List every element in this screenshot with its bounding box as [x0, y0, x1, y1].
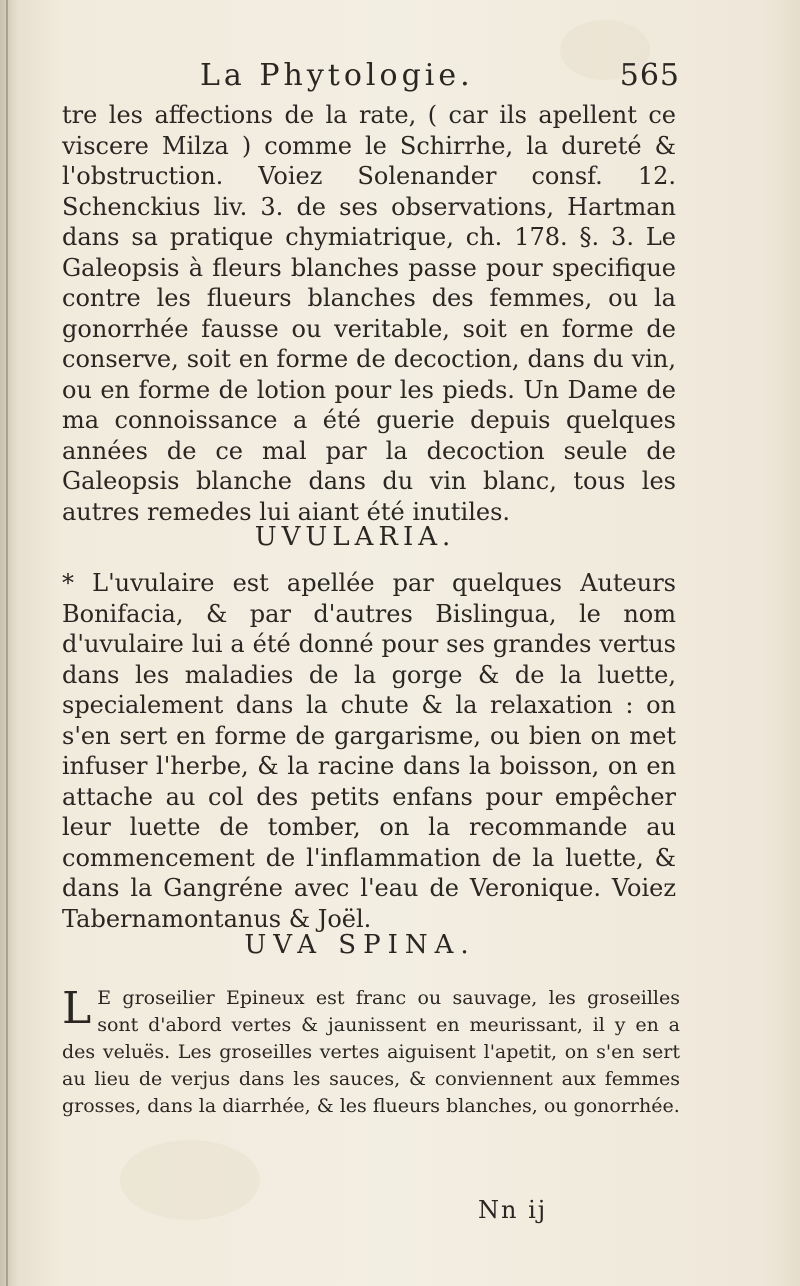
drop-cap: L [62, 983, 92, 1034]
running-header [200, 58, 680, 98]
paragraph-uvularia [62, 568, 676, 934]
paragraph-galeopsis [62, 100, 676, 527]
paragraph-uva-spina [62, 985, 680, 1120]
paragraph-text: * L'uvulaire est apellée par quelques Auteurs Bonifacia, & par d'autres Bislingua, le nom d'uvulaire lui a été donné pour ses grandes vertus dans les maladies de la gorge & de la luette, specialement dans la chute & la relaxation : on s'en sert en forme de gargarisme, ou bien on met infuser l'herbe, & la racine dans la boisson, on en attache au col des petits enfans pour empêcher leur luette de tomber, on la recommande au commencement de l'inflammation de la luette, & dans la Gangréne avec l'eau de Veronique. Voiez Tabernamontanus & Joël. [62, 569, 676, 933]
signature-mark: Nn ij [478, 1196, 548, 1224]
paragraph-text: E groseilier Epineux est franc ou sauvage, les groseilles sont d'abord vertes & jaunissent en meurissant, il y en a des veluës. Les groseilles vertes aiguisent l'apetit, on s'en sert au lieu de verjus dans les sauces, & conviennent aux femmes grosses, dans la diarrhée, & les flueurs blanches, ou gonorrhée. [62, 987, 680, 1117]
paper-stain [120, 1140, 260, 1220]
section-heading-uva-spina: UVA SPINA. [244, 930, 476, 960]
page-gutter [6, 0, 8, 1286]
section-heading-uvularia: UVULARIA. [254, 522, 456, 552]
page-number: 565 [619, 58, 680, 93]
running-title: La Phytologie. [200, 58, 474, 93]
paragraph-text: tre les affections de la rate, ( car ils apellent ce viscere Milza ) comme le Schirrhe, la dureté & l'obstruction. Voiez Solenander consf. 12. Schenckius liv. 3. de ses observations, Hartman dans sa pratique chymiatrique, ch. 178. §. 3. Le Galeopsis à fleurs blanches passe pour specifique contre les flueurs blanches des femmes, ou la gonorrhée fausse ou veritable, soit en forme de conserve, soit en forme de decoction, dans du vin, ou en forme de lotion pour les pieds. Un Dame de ma connoissance a été guerie depuis quelques années de ce mal par la decoction seule de Galeopsis blanche dans du vin blanc, tous les autres remedes lui aiant été inutiles. [62, 101, 676, 526]
